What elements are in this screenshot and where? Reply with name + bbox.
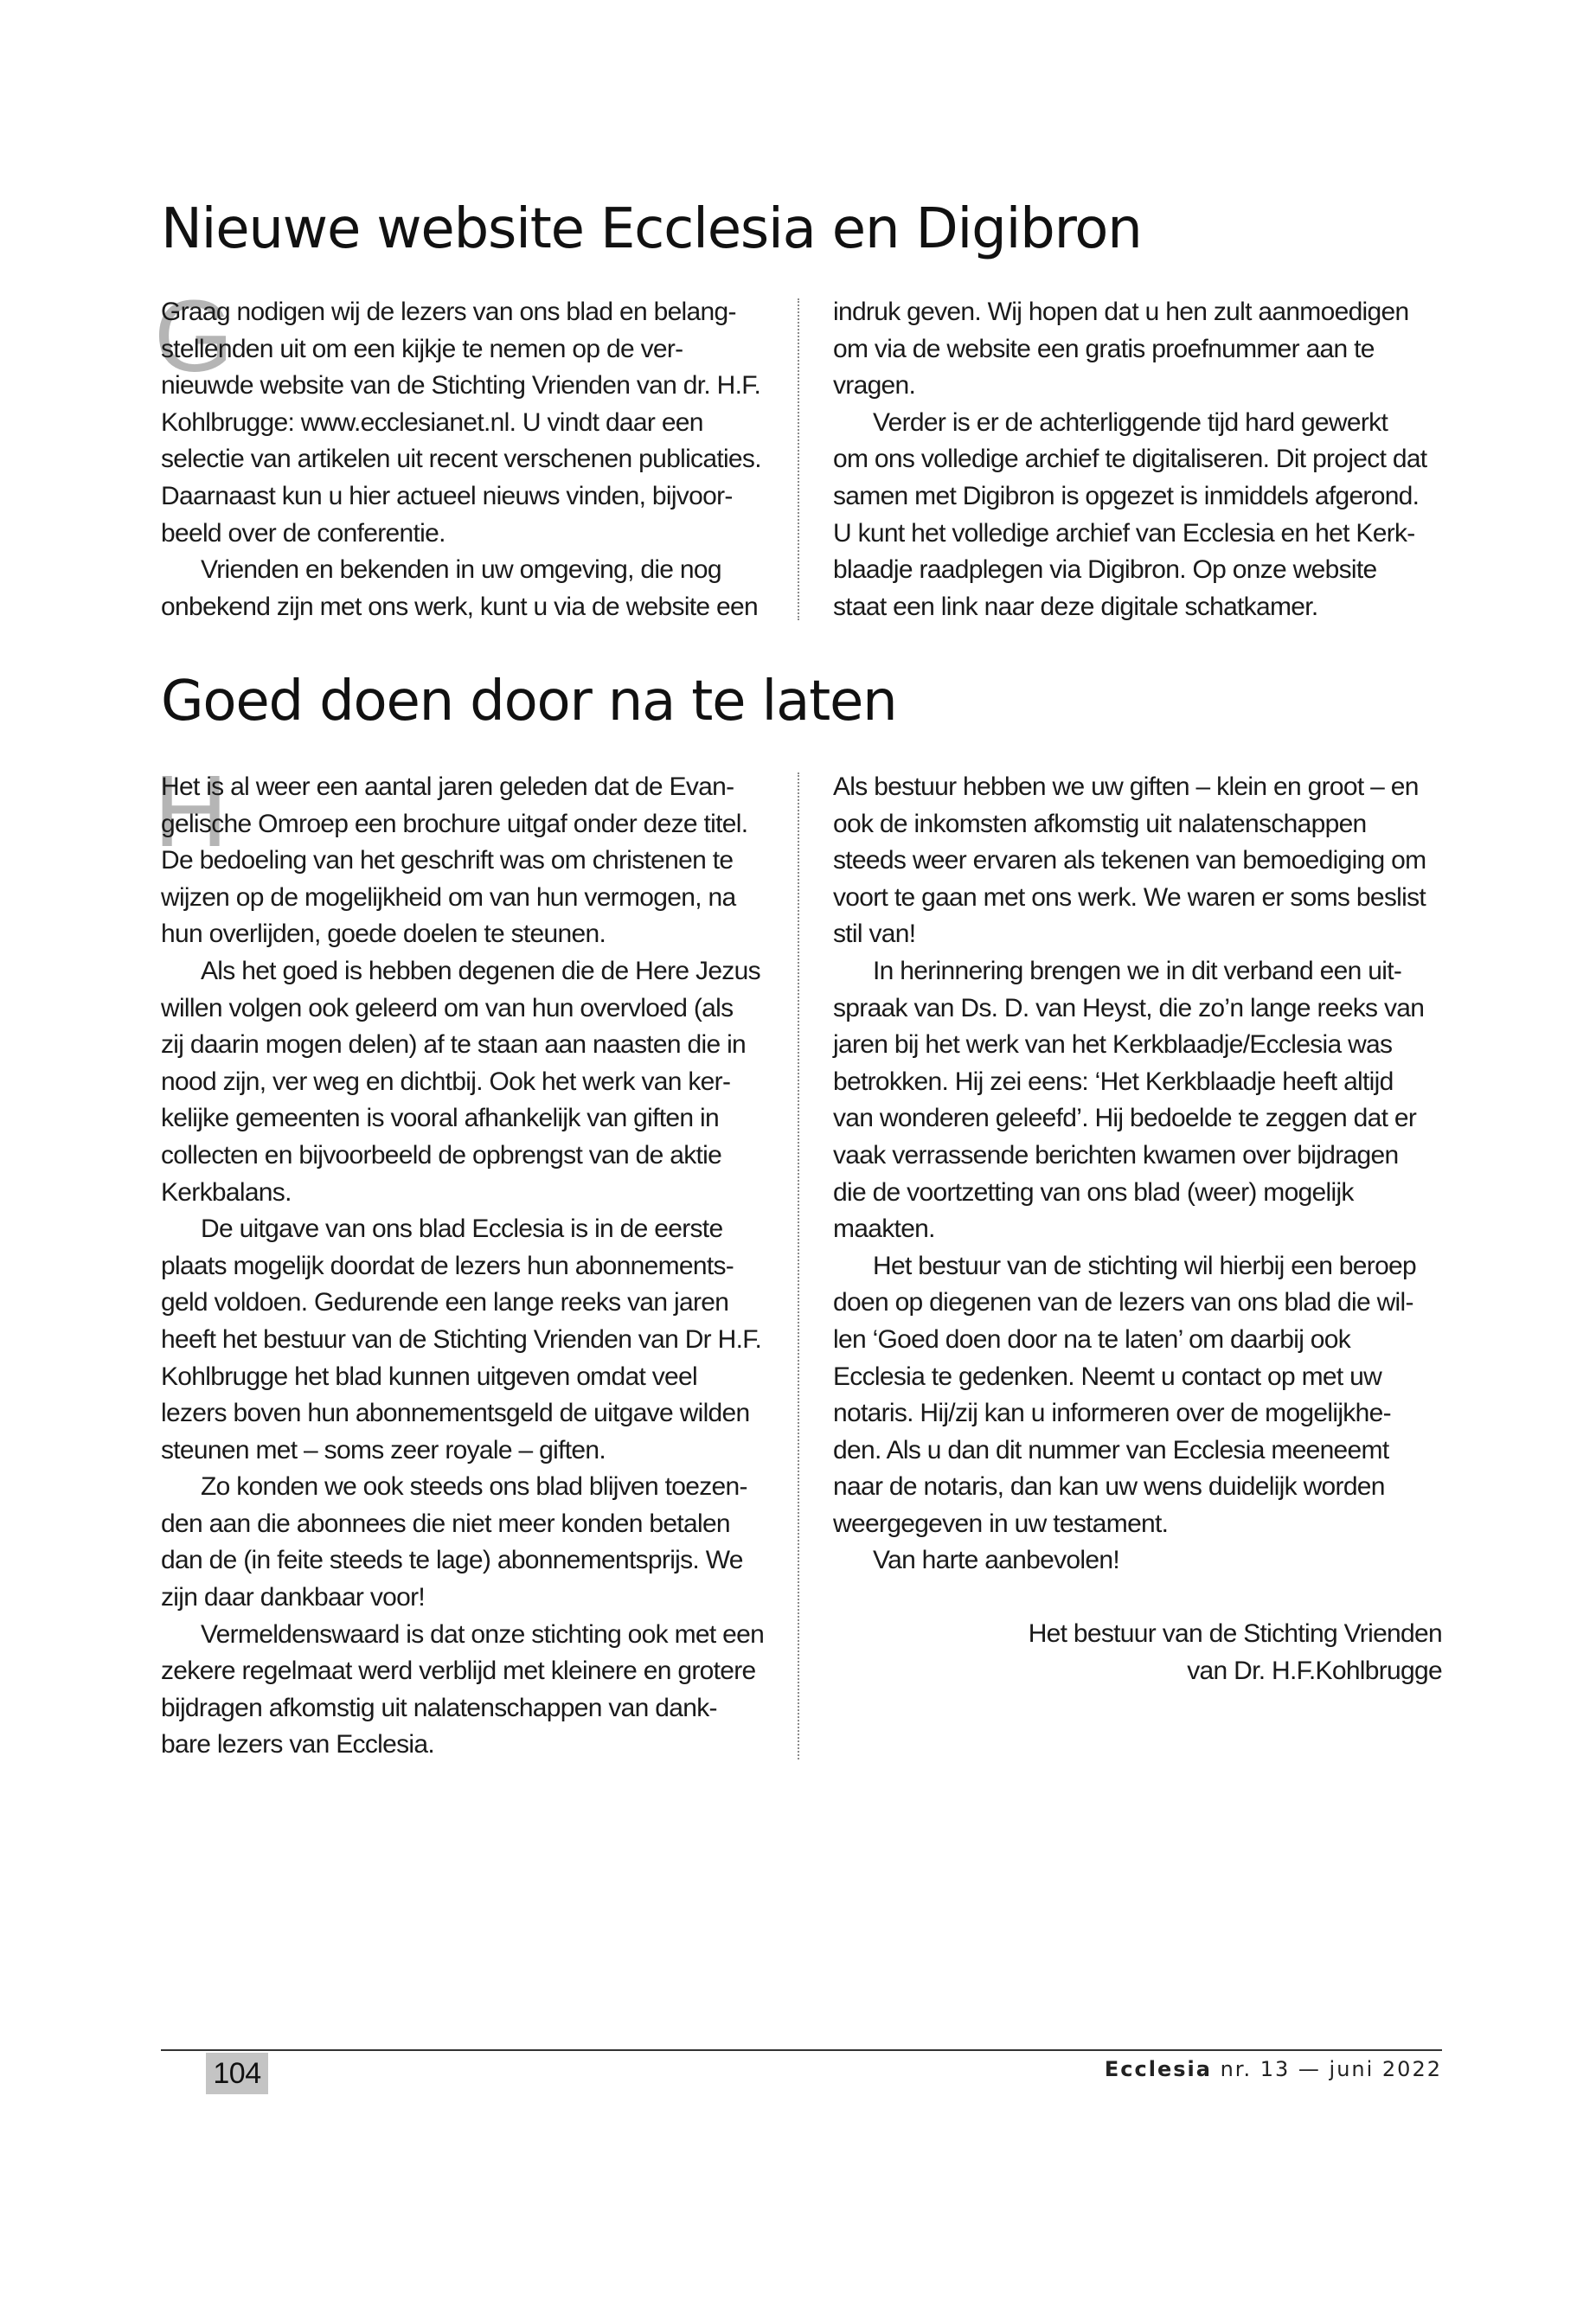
column-divider — [798, 772, 799, 1759]
dropcap-g: G — [154, 279, 234, 394]
publication-name: Ecclesia — [1104, 2057, 1212, 2081]
article-1-right-column — [833, 294, 1442, 625]
paragraph: Zo konden we ook steeds ons blad blijven toezen- den aan die abonnees die niet meer konden betalen dan de (in feite steeds te lage) abonnementsprijs. We zijn daar dankbaar voor! — [161, 1472, 747, 1612]
paragraph: Als bestuur hebben we uw giften – klein en groot – en ook de inkomsten afkomstig uit nalatenschappen steeds weer ervaren als tekenen van bemoediging om voort te gaan met ons werk. We waren er soms beslist stil van! — [833, 772, 1426, 949]
article-2-title: Goed doen door na te laten — [161, 670, 897, 734]
dropcap-h: H — [154, 754, 228, 868]
paragraph: De uitgave van ons blad Ecclesia is in de eerste plaats mogelijk doordat de lezers hun abonnements- geld voldoen. Gedurende een lange reeks van jaren heeft het bestuur van de Stichting Vrienden van Dr H.F. Kohlbrugge het blad kunnen uitgeven omdat veel lezers boven hun abonnementsgeld de uitgave wilden steunen met – soms zeer royale – giften. — [161, 1215, 762, 1465]
paragraph: Het is al weer een aantal jaren geleden dat de Evan- gelische Omroep een brochure uitgaf onder deze titel. De bedoeling van het geschrift was om christenen te wijzen op de mogelijkheid om van hun vermogen, na hun overlijden, goede doelen te steunen. — [161, 772, 748, 949]
page-number: 104 — [206, 2053, 268, 2094]
footer-rule — [161, 2049, 1442, 2051]
article-1-title: Nieuwe website Ecclesia en Digibron — [161, 197, 1142, 261]
paragraph: In herinnering brengen we in dit verband een uit- spraak van Ds. D. van Heyst, die zo’n lange reeks van jaren bij het werk van het Kerkblaadje/Ecclesia was betrokken. Hij zei eens: ‘Het Kerkblaadje heeft altijd van wonderen geleefd’. Hij bedoelde te zeggen dat er vaak verrassende berichten kwamen over bijdragen die de voortzetting van ons blad (weer) mogelijk maakten. — [833, 956, 1425, 1244]
column-divider — [798, 298, 799, 620]
issue-info: nr. 13 — juni 2022 — [1220, 2057, 1442, 2081]
paragraph: Vermeldenswaard is dat onze stichting ook met een zekere regelmaat werd verblijd met kleinere en grotere bijdragen afkomstig uit nalatenschappen van dank- bare lezers van Ecclesia. — [161, 1619, 765, 1759]
paragraph: Graag nodigen wij de lezers van ons blad en belang- stellenden uit om een kijkje te nemen op de ver- nieuwde website van de Stichting Vrienden van dr. H.F. Kohlbrugge: www.ecclesianet.nl. U vindt daar een selectie van artikelen uit recent verschenen publicaties. Daarnaast kun u hier actueel nieuws vinden, bijvoor- beeld over de conferentie. — [161, 298, 761, 548]
signature: Het bestuur van de Stichting Vrienden van Dr. H.F.Kohlbrugge — [1028, 1619, 1442, 1685]
paragraph: Verder is er de achterliggende tijd hard gewerkt om ons volledige archief te digitaliseren. Dit project dat samen met Digibron is opgezet is inmiddels afgerond. U kunt het volledige archief van Ecclesia en het Kerk- blaadje raadplegen via Digibron. Op onze website staat een link naar deze digitale schatkamer. — [833, 407, 1427, 621]
footer-publication-info — [1105, 2057, 1442, 2081]
paragraph: Als het goed is hebben degenen die de Here Jezus willen volgen ook geleerd om van hun overvloed (als zij daarin mogen delen) af te staan aan naasten die in nood zijn, ver weg en dichtbij. Ook het werk van ker- kelijke gemeenten is vooral afhankelijk van giften in collecten en bijvoorbeeld de opbrengst van de aktie Kerkbalans. — [161, 956, 760, 1207]
paragraph: Vrienden en bekenden in uw omgeving, die nog onbekend zijn met ons werk, kunt u via de website een — [161, 555, 758, 621]
paragraph: indruk geven. Wij hopen dat u hen zult aanmoedigen om via de website een gratis proefnummer aan te vragen. — [833, 298, 1409, 401]
article-1-left-column — [154, 279, 766, 625]
paragraph: Het bestuur van de stichting wil hierbij een beroep doen op diegenen van de lezers van ons blad die wil- len ‘Goed doen door na te laten’ om daarbij ook Ecclesia te gedenken. Neemt u contact op met uw notaris. Hij/zij kan u informeren over de mogelijkhe- den. Als u dan dit nummer van Ecclesia meeneemt naar de notaris, dan kan uw wens duidelijk worden weergegeven in uw testament. — [833, 1251, 1417, 1538]
paragraph: Van harte aanbevolen! — [873, 1546, 1119, 1575]
article-2-right-column — [833, 769, 1442, 1689]
article-2-left-column — [154, 754, 766, 1764]
